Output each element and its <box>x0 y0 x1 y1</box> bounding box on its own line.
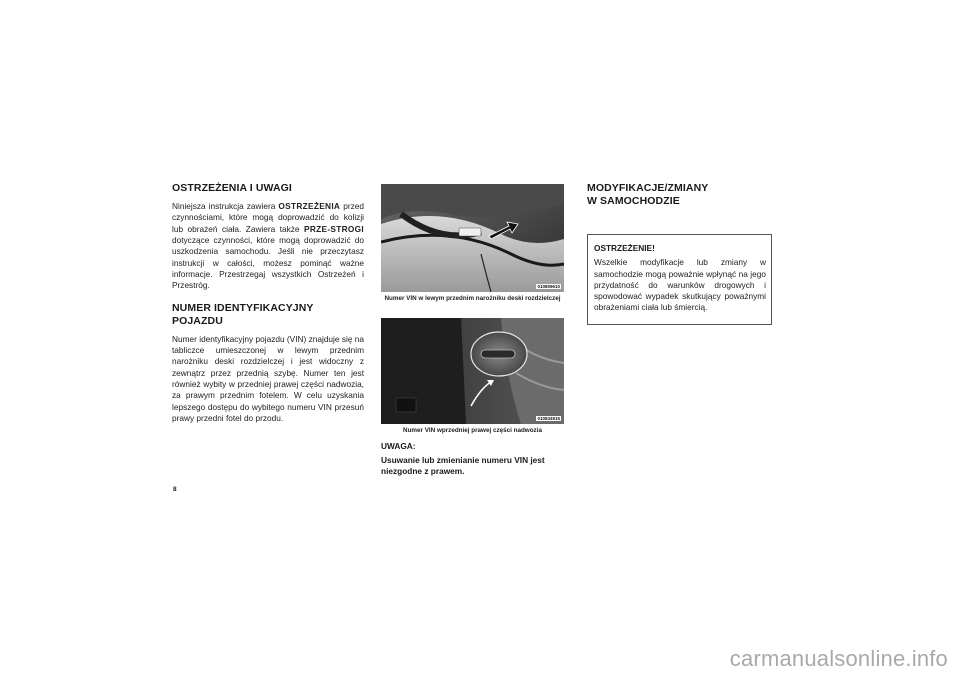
note-label: UWAGA: <box>381 441 416 451</box>
warnings-paragraph: Niniejsza instrukcja zawiera OSTRZEŻENIA przed czynnościami, które mogą doprowadzić do kolizji lub obrażeń ciała. Zawiera także PRZE-STROGI dotyczące czynności, które mogą doprowadzić do uszkodzenia samochodu. Jeśli nie przeczytasz instrukcji w całości, możesz pominąć ważne informacje. Przestrzegaj wszystkich Ostrzeżeń i Przestróg. <box>172 201 364 291</box>
figure1-caption: Numer VIN w lewym przednim narożniku deski rozdzielczej <box>384 295 561 302</box>
vin-heading: NUMER IDENTYFIKACYJNY POJAZDU <box>172 301 314 327</box>
warning-box <box>587 234 772 324</box>
warning-text: Wszelkie modyfikacje lub zmiany w samochodzie mogą poważnie wpłynąć na jego przydatność do warunków drogowych i spowodować wypadek skutkujący poważnymi obrażeniami ciała lub śmiercią. <box>594 257 766 313</box>
vin-dashboard-photo <box>381 184 564 292</box>
body-vin-illustration <box>381 318 564 424</box>
figure-code: 010834915 <box>537 416 560 421</box>
figure2-caption: Numer VIN wprzedniej prawej części nadwozia <box>403 427 542 434</box>
figure-code: 010809610 <box>537 284 560 289</box>
watermark: carmanualsonline.info <box>729 646 948 671</box>
warning-title: OSTRZEŻENIE! <box>594 243 655 254</box>
vin-section <box>172 302 364 425</box>
vin-body-photo <box>381 318 564 424</box>
dashboard-illustration <box>381 184 564 292</box>
vin-paragraph: Numer identyfikacyjny pojazdu (VIN) znajduje się na tabliczce umieszczonej w lewym przednim narożniku deski rozdzielczej i jest widoczny z zewnątrz przez przednią szybę. Numer ten jest również wybity w przedniej prawej części nadwozia, za prawym przednim fotelem. W celu uzyskania lepszego dostępu do wybitego numeru VIN przesuń prawy przedni fotel do przodu. <box>172 333 364 423</box>
modifications-heading: MODYFIKACJE/ZMIANY W SAMOCHODZIE <box>587 182 709 208</box>
left-column <box>172 182 364 424</box>
page-number: 8 <box>173 486 177 493</box>
right-column <box>587 182 772 325</box>
middle-column <box>381 184 564 478</box>
note-text: Usuwanie lub zmienianie numeru VIN jest niezgodne z prawem. <box>381 455 545 477</box>
warnings-heading: OSTRZEŻENIA I UWAGI <box>172 182 292 194</box>
